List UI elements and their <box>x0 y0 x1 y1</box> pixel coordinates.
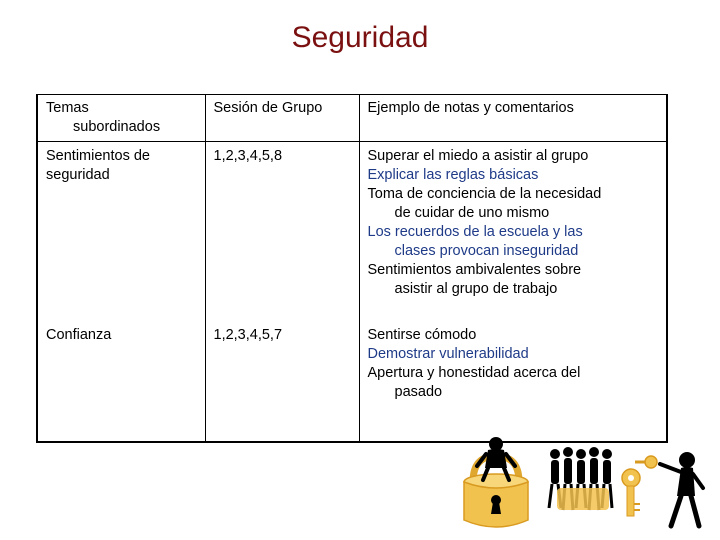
table-row <box>37 321 667 442</box>
header-session: Sesión de Grupo <box>205 95 359 142</box>
row-topic: Confianza <box>37 321 205 442</box>
header-notes: Ejemplo de notas y comentarios <box>359 95 667 142</box>
note-line: Los recuerdos de la escuela y las <box>367 224 583 240</box>
note-line: clases provocan inseguridad <box>394 243 579 259</box>
note-line: Demostrar vulnerabilidad <box>367 346 529 362</box>
row-notes <box>359 142 667 322</box>
note-line: asistir al grupo de trabajo <box>394 281 558 297</box>
key-icon <box>622 469 640 516</box>
note-line: Apertura y honestidad acerca del <box>367 365 581 381</box>
table-header-row <box>37 95 667 142</box>
page-title: Seguridad <box>291 21 429 54</box>
padlock-with-figure-icon <box>464 437 528 527</box>
note-line: Explicar las reglas básicas <box>367 167 539 183</box>
security-illustration <box>455 434 710 538</box>
note-line: Sentimientos ambivalentes sobre <box>367 262 582 278</box>
group-of-figures-icon <box>549 447 612 510</box>
note-line: Sentirse cómodo <box>367 327 477 343</box>
note-line: de cuidar de uno mismo <box>394 205 550 221</box>
note-line: pasado <box>394 384 443 400</box>
security-table <box>36 94 668 443</box>
row-sessions: 1,2,3,4,5,7 <box>205 321 359 442</box>
figure-holding-key-icon <box>635 452 703 526</box>
header-topic: Temas subordinados <box>37 95 205 142</box>
row-topic: Sentimientos de seguridad <box>37 142 205 322</box>
note-line: Toma de conciencia de la necesidad <box>367 186 602 202</box>
note-line: Superar el miedo a asistir al grupo <box>367 148 589 164</box>
row-notes <box>359 321 667 442</box>
table-row <box>37 142 667 322</box>
row-sessions: 1,2,3,4,5,8 <box>205 142 359 322</box>
